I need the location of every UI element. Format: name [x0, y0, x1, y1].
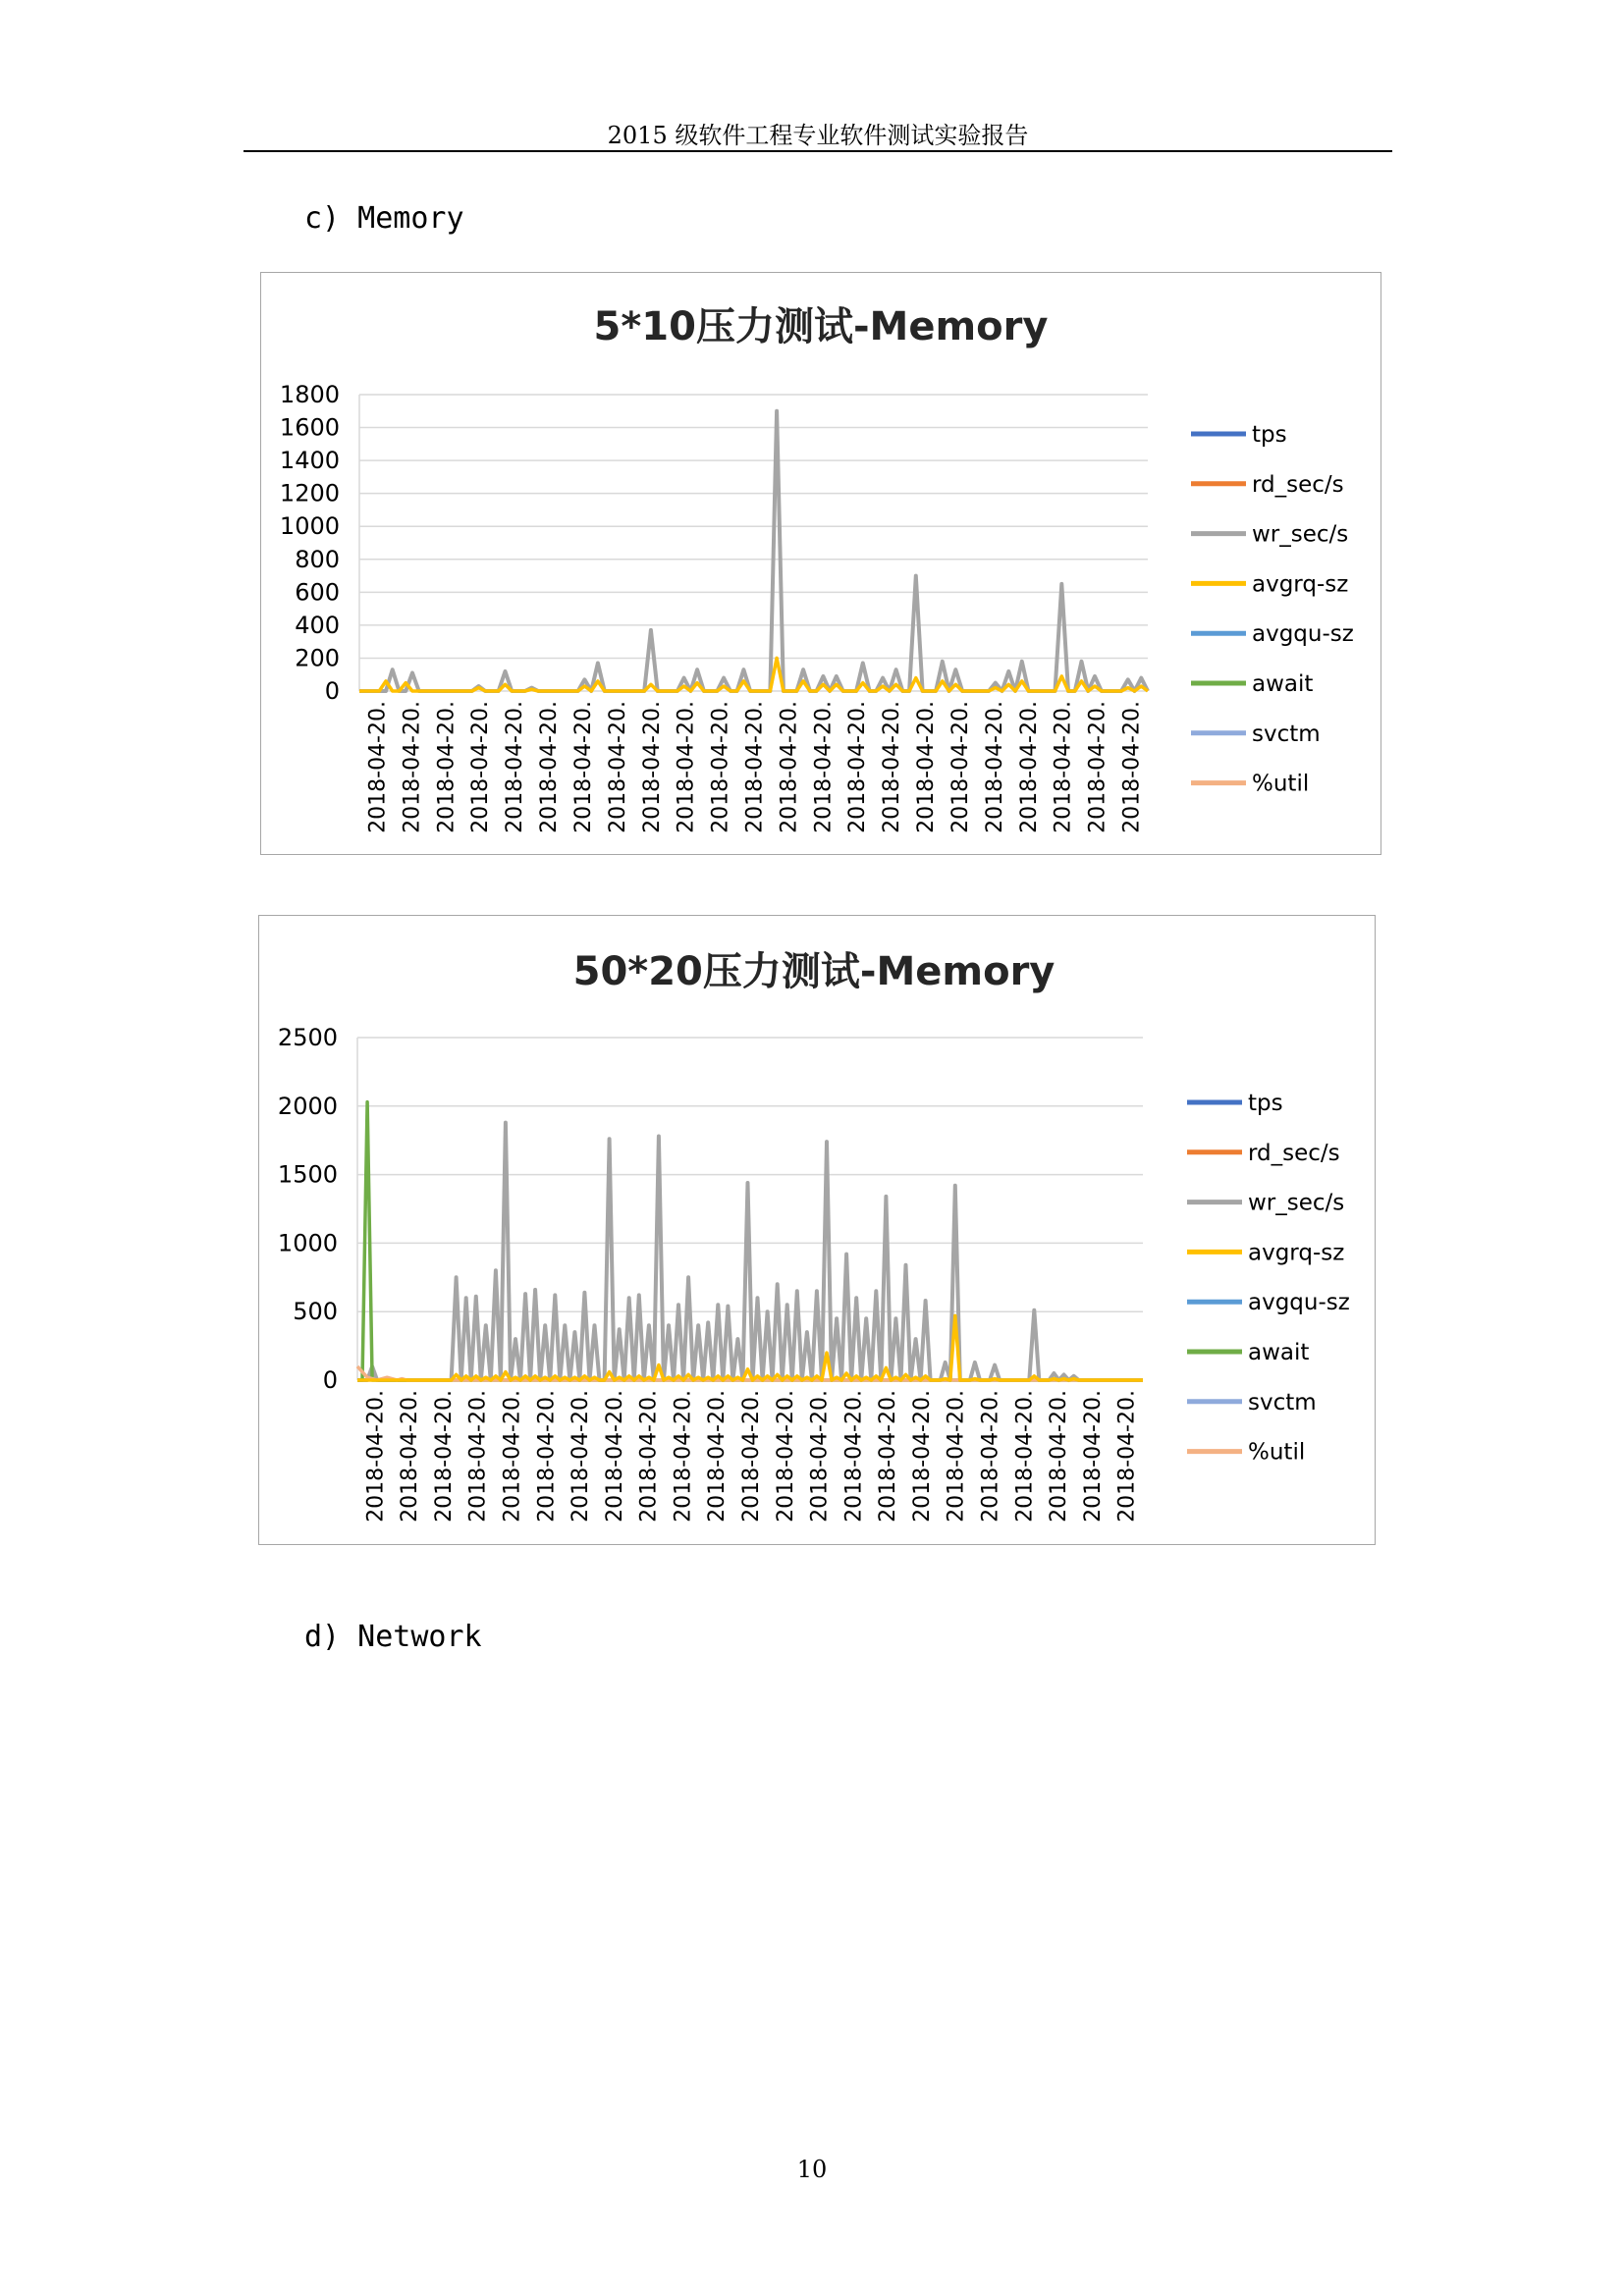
legend-label: wr_sec/s: [1252, 521, 1349, 548]
x-tick-label: 2018-04-20.: [773, 1390, 798, 1522]
x-tick-label: 2018-04-20.: [742, 701, 768, 833]
x-tick-label: 2018-04-20.: [708, 701, 733, 833]
y-tick-label: 1200: [279, 479, 340, 507]
x-tick-label: 2018-04-20.: [602, 1390, 627, 1522]
x-tick-label: 2018-04-20.: [1012, 1390, 1038, 1522]
legend-label: await: [1252, 671, 1314, 697]
x-tick-label: 2018-04-20.: [639, 701, 665, 833]
x-tick-label: 2018-04-20.: [636, 1390, 662, 1522]
x-tick-label: 2018-04-20.: [880, 701, 905, 833]
x-tick-label: 2018-04-20.: [605, 701, 630, 833]
x-tick-label: 2018-04-20.: [500, 1390, 525, 1522]
legend-label: %util: [1252, 771, 1310, 797]
legend-label: await: [1248, 1340, 1310, 1365]
x-tick-label: 2018-04-20.: [1051, 701, 1076, 833]
x-tick-label: 2018-04-20.: [365, 701, 391, 833]
legend-label: avgqu-sz: [1248, 1290, 1350, 1316]
x-tick-label: 2018-04-20.: [534, 1390, 560, 1522]
y-tick-label: 0: [324, 677, 340, 705]
chart-frame-1: [260, 272, 1381, 855]
section-heading-network: d) Network: [304, 1620, 482, 1654]
y-tick-label: 1800: [279, 381, 340, 408]
y-tick-label: 1000: [279, 512, 340, 541]
x-tick-label: 2018-04-20.: [739, 1390, 764, 1522]
legend-label: tps: [1252, 422, 1287, 448]
x-tick-label: 2018-04-20.: [468, 701, 494, 833]
chart-title: 5*10压力测试-Memory: [593, 304, 1049, 349]
x-tick-label: 2018-04-20.: [841, 1390, 867, 1522]
x-tick-label: 2018-04-20.: [503, 701, 528, 833]
legend-label: wr_sec/s: [1248, 1190, 1345, 1216]
x-tick-label: 2018-04-20.: [777, 701, 802, 833]
x-tick-label: 2018-04-20.: [671, 1390, 696, 1522]
x-tick-label: 2018-04-20.: [982, 701, 1007, 833]
x-tick-label: 2018-04-20.: [1016, 701, 1042, 833]
y-tick-label: 1000: [277, 1229, 338, 1257]
x-tick-label: 2018-04-20.: [400, 701, 425, 833]
y-tick-label: 1500: [277, 1160, 338, 1189]
x-tick-label: 2018-04-20.: [1114, 1390, 1140, 1522]
x-tick-label: 2018-04-20.: [914, 701, 940, 833]
legend-label: rd_sec/s: [1248, 1140, 1340, 1166]
y-tick-label: 0: [322, 1366, 338, 1394]
x-tick-label: 2018-04-20.: [807, 1390, 833, 1522]
x-tick-label: 2018-04-20.: [978, 1390, 1003, 1522]
legend-label: svctm: [1248, 1389, 1317, 1415]
legend-label: avgqu-sz: [1252, 621, 1354, 648]
x-tick-label: 2018-04-20.: [1119, 701, 1145, 833]
y-tick-label: 800: [295, 545, 340, 573]
legend-label: svctm: [1252, 721, 1321, 747]
legend-label: %util: [1248, 1439, 1306, 1466]
y-tick-label: 400: [295, 611, 340, 639]
chart-50x20-memory: [259, 916, 1375, 1544]
series-line-wrsecs: [359, 411, 1148, 691]
y-tick-label: 1400: [279, 447, 340, 475]
legend-label: tps: [1248, 1091, 1283, 1116]
header-rule: [244, 150, 1392, 152]
y-tick-label: 2500: [277, 1024, 338, 1051]
x-tick-label: 2018-04-20.: [363, 1390, 389, 1522]
x-tick-label: 2018-04-20.: [705, 1390, 731, 1522]
x-tick-label: 2018-04-20.: [434, 701, 460, 833]
x-tick-label: 2018-04-20.: [570, 701, 596, 833]
y-tick-label: 200: [295, 644, 340, 672]
x-tick-label: 2018-04-20.: [944, 1390, 969, 1522]
y-tick-label: 2000: [277, 1092, 338, 1120]
x-tick-label: 2018-04-20.: [398, 1390, 423, 1522]
chart-5x10-memory: [261, 273, 1380, 854]
y-tick-label: 1600: [279, 413, 340, 442]
chart-title: 50*20压力测试-Memory: [572, 949, 1056, 994]
x-tick-label: 2018-04-20.: [568, 1390, 594, 1522]
x-tick-label: 2018-04-20.: [465, 1390, 491, 1522]
x-tick-label: 2018-04-20.: [845, 701, 871, 833]
y-tick-label: 600: [295, 578, 340, 607]
legend-label: avgrq-sz: [1252, 571, 1349, 598]
legend-label: rd_sec/s: [1252, 471, 1344, 498]
x-tick-label: 2018-04-20.: [876, 1390, 901, 1522]
x-tick-label: 2018-04-20.: [909, 1390, 935, 1522]
y-tick-label: 500: [293, 1298, 338, 1326]
x-tick-label: 2018-04-20.: [1047, 1390, 1072, 1522]
x-tick-label: 2018-04-20.: [431, 1390, 457, 1522]
x-tick-label: 2018-04-20.: [1085, 701, 1110, 833]
x-tick-label: 2018-04-20.: [1080, 1390, 1106, 1522]
x-tick-label: 2018-04-20.: [674, 701, 699, 833]
series-line-wrsecs: [357, 1123, 1143, 1380]
page-number: 10: [796, 2156, 828, 2183]
x-tick-label: 2018-04-20.: [947, 701, 973, 833]
x-tick-label: 2018-04-20.: [811, 701, 837, 833]
chart-frame-2: [258, 915, 1376, 1545]
legend-label: avgrq-sz: [1248, 1240, 1345, 1266]
page-header-title: 2015 级软件工程专业软件测试实验报告: [607, 122, 1029, 149]
section-heading-memory: c) Memory: [304, 201, 464, 236]
x-tick-label: 2018-04-20.: [537, 701, 563, 833]
